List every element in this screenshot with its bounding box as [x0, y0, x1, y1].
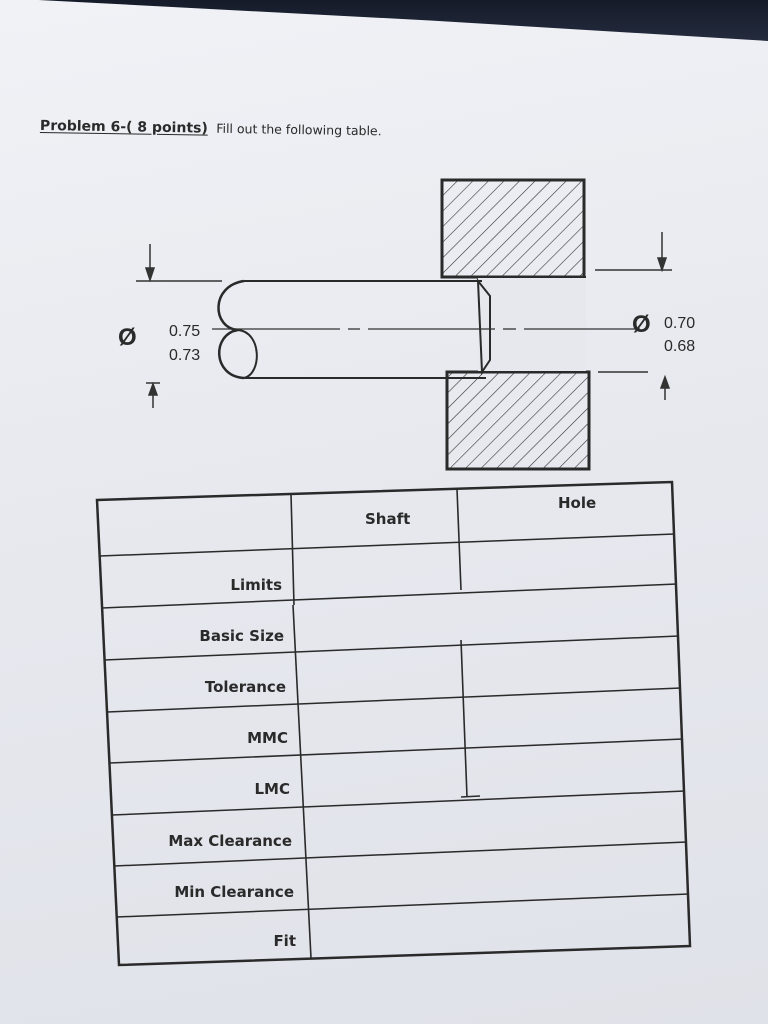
- row-label-max-clearance: Max Clearance: [168, 832, 292, 850]
- row-label-limits: Limits: [230, 576, 282, 594]
- column-header-hole: Hole: [558, 494, 597, 512]
- row-label-basic-size: Basic Size: [199, 627, 284, 645]
- row-label-fit: Fit: [273, 932, 296, 950]
- hole-diameter-symbol: Ø: [632, 311, 651, 338]
- column-header-shaft: Shaft: [365, 510, 411, 528]
- hole-upper-limit: 0.70: [664, 315, 696, 332]
- row-label-lmc: LMC: [254, 780, 290, 798]
- hole-block-lower: [447, 372, 589, 469]
- shaft-diameter-symbol: Ø: [118, 324, 137, 351]
- hole-lower-limit: 0.68: [664, 338, 696, 355]
- hole-bore: [478, 277, 586, 372]
- row-label-tolerance: Tolerance: [204, 678, 286, 696]
- row-label-mmc: MMC: [247, 729, 288, 747]
- problem-label: Problem 6-( 8 points): [39, 118, 208, 137]
- shaft-lower-limit: 0.73: [169, 347, 201, 364]
- row-label-min-clearance: Min Clearance: [174, 883, 294, 901]
- shaft-upper-limit: 0.75: [169, 323, 201, 340]
- problem-instruction: Fill out the following table.: [216, 120, 382, 139]
- hole-block-upper: [442, 180, 584, 277]
